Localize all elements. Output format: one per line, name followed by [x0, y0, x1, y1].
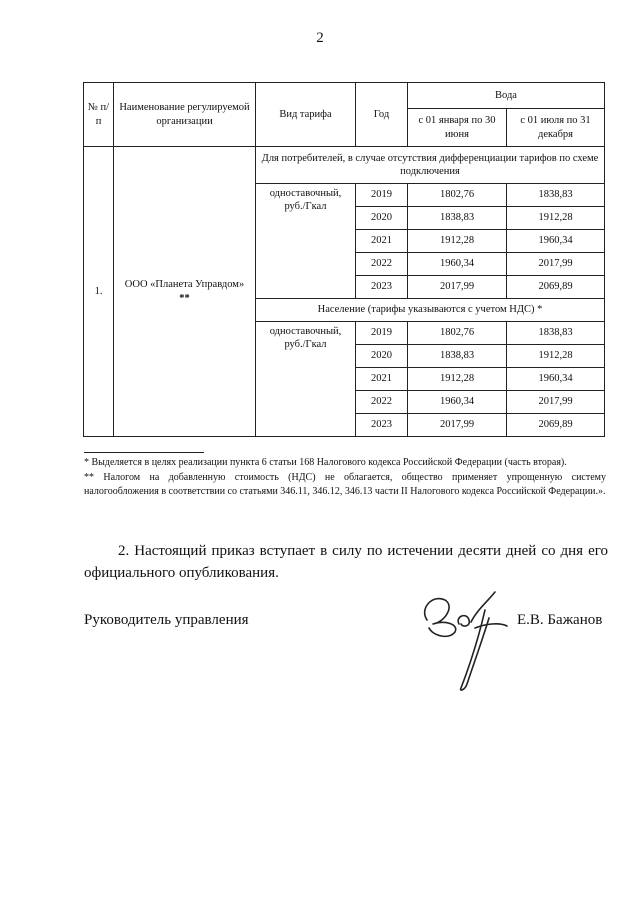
year-cell: 2022: [356, 253, 408, 276]
tariff-table: [83, 82, 605, 437]
footnote-2: ** Налогом на добавленную стоимость (НДС) не облагается, общество применяет упрощенную систему налогообложения в соответствии со статьями 346.11, 346.12, 346.13 части II Налогового кодекса Российской Федерации.».: [84, 471, 606, 497]
header-num: № п/п: [84, 83, 114, 147]
value-cell-h2: 1912,28: [507, 345, 605, 368]
header-organization: Наименование регулируемой организации: [114, 83, 256, 147]
section-title: Для потребителей, в случае отсутствия дифференциации тарифов по схеме подключения: [256, 147, 605, 184]
signature-block: [84, 612, 608, 632]
value-cell-h1: 1960,34: [408, 253, 507, 276]
value-cell-h1: 1912,28: [408, 368, 507, 391]
header-water: Вода: [408, 83, 605, 109]
value-cell-h1: 2017,99: [408, 276, 507, 299]
year-cell: 2023: [356, 414, 408, 437]
organization-name: ООО «Планета Управдом»: [124, 279, 245, 291]
year-cell: 2020: [356, 345, 408, 368]
tariff-type-cell: одноставочный, руб./Гкал: [256, 322, 356, 437]
value-cell-h1: 1802,76: [408, 322, 507, 345]
value-cell-h2: 1912,28: [507, 207, 605, 230]
value-cell-h2: 1838,83: [507, 322, 605, 345]
tariff-type-cell: одноставочный, руб./Гкал: [256, 184, 356, 299]
year-cell: 2022: [356, 391, 408, 414]
effective-date-paragraph: 2. Настоящий приказ вступает в силу по истечении десяти дней со дня его официального опубликования.: [84, 543, 608, 581]
value-cell-h2: 2017,99: [507, 253, 605, 276]
organization-cell: [114, 147, 256, 437]
row-number: 1.: [84, 147, 114, 437]
value-cell-h1: 1802,76: [408, 184, 507, 207]
year-cell: 2019: [356, 322, 408, 345]
value-cell-h1: 2017,99: [408, 414, 507, 437]
year-cell: 2019: [356, 184, 408, 207]
value-cell-h2: 1838,83: [507, 184, 605, 207]
footnotes: [84, 452, 606, 500]
year-cell: 2021: [356, 368, 408, 391]
value-cell-h2: 1960,34: [507, 368, 605, 391]
signer-name: Е.В. Бажанов: [517, 612, 603, 628]
handwritten-signature-icon: [415, 580, 515, 700]
footnote-divider: [84, 452, 204, 453]
organization-mark: **: [179, 292, 190, 304]
signer-position: Руководитель управления: [84, 612, 249, 628]
table-header-row: [84, 83, 605, 109]
section-title: Население (тарифы указываются с учетом НДС) *: [256, 299, 605, 322]
footnote-1: * Выделяется в целях реализации пункта 6 статьи 168 Налогового кодекса Российской Федерации (часть вторая).: [84, 457, 567, 468]
page-number: 2: [316, 30, 324, 46]
header-period-2: с 01 июля по 31 декабря: [507, 109, 605, 147]
value-cell-h1: 1960,34: [408, 391, 507, 414]
header-tariff-type: Вид тарифа: [256, 83, 356, 147]
value-cell-h2: 2017,99: [507, 391, 605, 414]
value-cell-h2: 1960,34: [507, 230, 605, 253]
value-cell-h1: 1912,28: [408, 230, 507, 253]
year-cell: 2023: [356, 276, 408, 299]
header-period-1: с 01 января по 30 июня: [408, 109, 507, 147]
value-cell-h2: 2069,89: [507, 276, 605, 299]
year-cell: 2021: [356, 230, 408, 253]
value-cell-h2: 2069,89: [507, 414, 605, 437]
year-cell: 2020: [356, 207, 408, 230]
value-cell-h1: 1838,83: [408, 207, 507, 230]
value-cell-h1: 1838,83: [408, 345, 507, 368]
header-year: Год: [356, 83, 408, 147]
section-title-row: [84, 147, 605, 184]
